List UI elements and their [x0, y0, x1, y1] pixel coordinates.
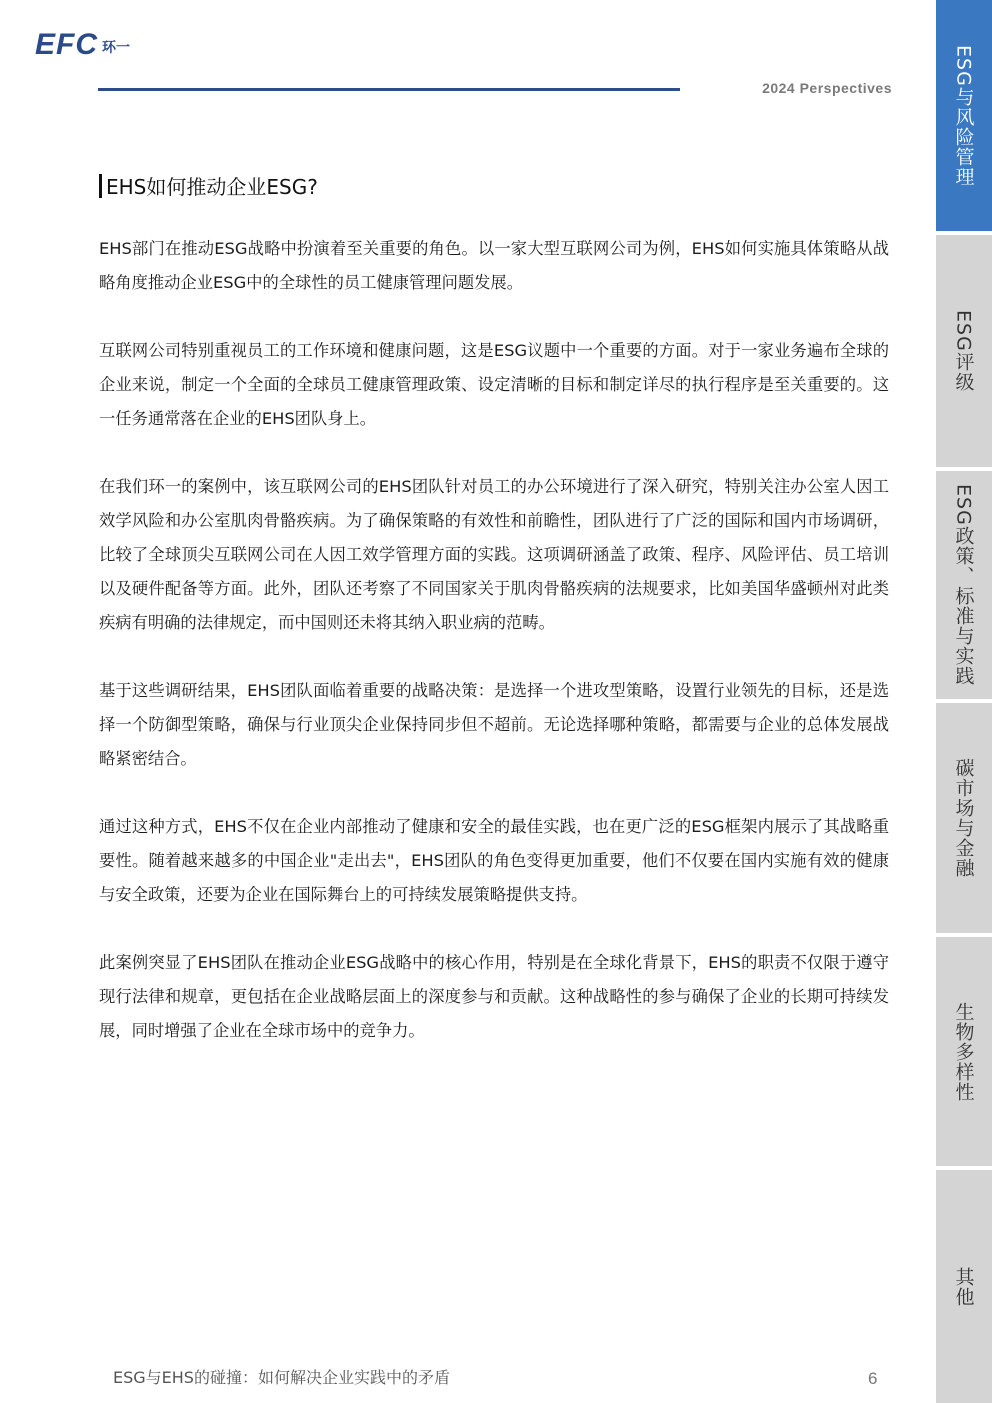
section-title-text: EHS如何推动企业ESG? [106, 175, 318, 199]
paragraph: 在我们环一的案例中，该互联网公司的EHS团队针对员工的办公环境进行了深入研究，特别关注办公室人因工效学风险和办公室肌肉骨骼疾病。为了确保策略的有效性和前瞻性，团队进行了广泛的国际和国内市场调研，比较了全球顶尖互联网公司在人因工效学管理方面的实践。这项调研涵盖了政策、程序、风险评估、员工培训以及硬件配备等方面。此外，团队还考察了不同国家关于肌肉骨骼疾病的法规要求，比如美国华盛顿州对此类疾病有明确的法律规定，而中国则还未将其纳入职业病的范畴。 [99, 477, 889, 632]
page-number: 6 [868, 1369, 878, 1388]
paragraph: 基于这些调研结果，EHS团队面临着重要的战略决策：是选择一个进攻型策略，设置行业领先的目标，还是选择一个防御型策略，确保与行业顶尖企业保持同步但不超前。无论选择哪种策略，都需要与企业的总体发展战略紧密结合。 [99, 681, 889, 768]
paragraph: EHS部门在推动ESG战略中扮演着至关重要的角色。以一家大型互联网公司为例，EHS如何实施具体策略从战略角度推动企业ESG中的全球性的员工健康管理问题发展。 [99, 239, 889, 292]
footer-doc-title: ESG与EHS的碰撞：如何解决企业实践中的矛盾 [113, 1368, 450, 1387]
sidebar-tab-carbon-finance[interactable] [936, 703, 992, 933]
paragraph: 此案例突显了EHS团队在推动企业ESG战略中的核心作用，特别是在全球化背景下，EHS的职责不仅限于遵守现行法律和规章，更包括在企业战略层面上的深度参与和贡献。这种战略性的参与确保了企业的长期可持续发展，同时增强了企业在全球市场中的竞争力。 [99, 953, 889, 1040]
sidebar-tab-esg-policy[interactable] [936, 471, 992, 699]
logo-cn-text: 环一 [102, 40, 130, 56]
sidebar-tab-esg-rating[interactable] [936, 235, 992, 467]
paragraph: 互联网公司特别重视员工的工作环境和健康问题，这是ESG议题中一个重要的方面。对于一家业务遍布全球的企业来说，制定一个全面的全球员工健康管理政策、设定清晰的目标和制定详尽的执行程序是至关重要的。这一任务通常落在企业的EHS团队身上。 [99, 341, 889, 428]
sidebar-tab-biodiversity[interactable] [936, 937, 992, 1166]
sidebar-nav [936, 0, 992, 1403]
article-body [99, 232, 889, 1082]
sidebar-tab-label: ESG评级 [952, 310, 975, 392]
sidebar-tab-label: ESG政策、标准与实践 [952, 484, 975, 686]
sidebar-tab-label: 碳市场与金融 [952, 758, 975, 878]
section-title [99, 171, 318, 200]
title-bar-marker [99, 174, 102, 198]
sidebar-tab-other[interactable] [936, 1170, 992, 1403]
company-logo [35, 26, 130, 60]
sidebar-tab-label: 其他 [952, 1266, 975, 1307]
header-divider [98, 88, 680, 91]
logo-text: EFC [35, 28, 98, 61]
sidebar-tab-esg-risk[interactable] [936, 0, 992, 231]
sidebar-tab-label: 生物多样性 [952, 1001, 975, 1102]
sidebar-tab-label: ESG与风险管理 [952, 44, 975, 187]
paragraph: 通过这种方式，EHS不仅在企业内部推动了健康和安全的最佳实践，也在更广泛的ESG框架内展示了其战略重要性。随着越来越多的中国企业"走出去"，EHS团队的角色变得更加重要，他们不仅要在国内实施有效的健康与安全政策，还要为企业在国际舞台上的可持续发展策略提供支持。 [99, 817, 889, 904]
edition-label: 2024 Perspectives [762, 80, 892, 96]
